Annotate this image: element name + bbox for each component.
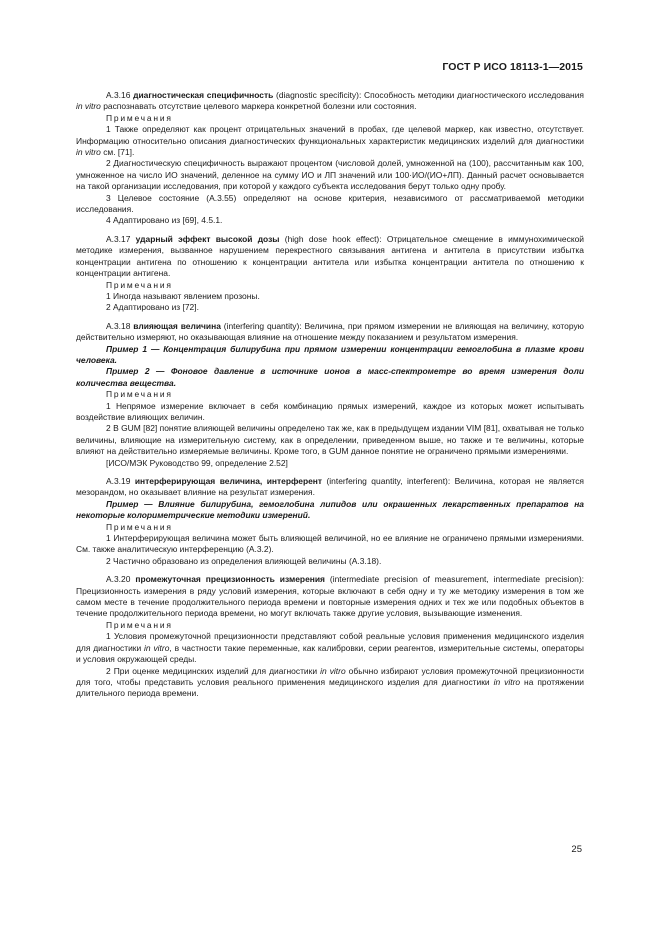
note-2: 2 Частично образовано из определения влияющей величины (А.3.18). bbox=[106, 555, 382, 566]
term-definition: (intermediate precision of measurement, intermediate precision): Прецизионность измерения в ряду условий измерения, которые включают в себя одну и ту же методику измерения в том же самом месте в течение продолжительного периода времени и повторные измерения одних и тех же или подобных объектов в течение продолжительного периода времени, но могут включать также другие условия, вызывающие изменения. bbox=[76, 574, 584, 619]
definition-paragraph bbox=[76, 574, 584, 620]
term-name: ударный эффект высокой дозы bbox=[135, 233, 280, 244]
definition-paragraph bbox=[76, 476, 584, 499]
term-number: А.3.19 bbox=[106, 476, 135, 486]
note-3: 3 Целевое состояние (А.3.55) определяют на основе критерия, независимого от рассматриваемой методики исследования. bbox=[76, 192, 584, 215]
definition-paragraph bbox=[76, 234, 584, 280]
note-2: 2 Диагностическую специфичность выражают процентом (числовой долей, умноженной на (100), рассчитанным как 100, умноженное на число ИО значений, деленное на сумму ИО и ЛП значений или 100·ИО/(ИО+ЛП). Данный расчет основывается на такой организации исследования, при которой у каждого субъекта исследования берут только одну пробу. bbox=[76, 158, 584, 192]
page-number: 25 bbox=[571, 844, 582, 855]
note-1: 1 Также определяют как процент отрицательных значений в пробах, где целевой маркер, как известно, отсутствует. Информацию относительно описания диагностических функциональных характеристик медицинских изделий для диагностики in vitro см. [71]. bbox=[76, 124, 584, 158]
definition-paragraph bbox=[76, 90, 584, 113]
term-definition: (high dose hook effect): Отрицательное смещение в иммунохимической методике измерения, вызванное нарушением перекрестного связывания антигена и антитела в присутствии избытка концентрации антигена по отношению к концентрации антитела или избытка концентрации антитела по отношению к концентрации антигена. bbox=[76, 233, 585, 279]
term-definition: (interfering quantity, interferent): Величина, которая не является мезорандом, но оказывает влияние на результат измерения. bbox=[76, 476, 584, 498]
term-definition: (interfering quantity): Величина, при прямом измерении не влияющая на величину, которую действительно измеряют, но оказывающая влияние на отношение между показанием и результатом измерения. bbox=[76, 320, 584, 343]
example: Пример — Влияние билирубина, гемоглобина липидов или окрашенных лекарственных препаратов на некоторые колориметрические методики измерений. bbox=[76, 498, 584, 521]
notes-heading: Примечания bbox=[106, 112, 173, 123]
notes-heading: Примечания bbox=[106, 279, 173, 290]
term-name: интерферирующая величина, интерферент bbox=[134, 476, 323, 486]
note-2: 2 Адаптировано из [72]. bbox=[106, 302, 199, 313]
definition-paragraph bbox=[76, 321, 584, 344]
section-a318 bbox=[76, 321, 584, 469]
term-name: диагностическая специфичность bbox=[133, 90, 274, 100]
example-2: Пример 2 — Фоновое давление в источнике ионов в масс-спектрометре во время измерения доли количества вещества. bbox=[76, 366, 584, 388]
note-1: 1 Интерферирующая величина может быть влияющей величиной, но ее влияние не ограничено прямыми измерениями. См. также аналитическую интерференцию (А.3.2). bbox=[76, 533, 584, 555]
term-definition-end: распознавать отсутствие целевого маркера конкретной болезни или состояния. bbox=[100, 101, 417, 112]
section-a316 bbox=[76, 90, 584, 227]
example-1: Пример 1 — Концентрация билирубина при прямом измерении концентрации гемоглобина в плазме крови человека. bbox=[76, 343, 584, 365]
notes-heading: Примечания bbox=[106, 619, 173, 630]
term-number: А.3.20 bbox=[106, 574, 136, 585]
source-reference: [ИСО/МЭК Руководство 99, определение 2.52] bbox=[106, 457, 288, 468]
term-name: промежуточная прецизионность измерения bbox=[135, 574, 325, 585]
note-2: 2 При оценке медицинских изделий для диагностики in vitro обычно избирают условия промежуточной прецизионности для того, чтобы представить условия реального применения медицинского изделия для диагностики in vitro на протяжении длительного периода времени. bbox=[76, 665, 585, 699]
section-a317 bbox=[76, 234, 584, 314]
section-a320 bbox=[76, 574, 584, 699]
note-1: 1 Иногда называют явлением прозоны. bbox=[106, 290, 260, 301]
term-number: А.3.18 bbox=[106, 320, 134, 331]
note-4: 4 Адаптировано из [69], 4.5.1. bbox=[106, 215, 223, 226]
note-2: 2 В GUM [82] понятие влияющей величины определено так же, как в предыдущем издании VIM [81], охватывая не только величины, влияющие на измерительную систему, как в определении, приведенном выше, но также и те величины, которые влияют на действительно измеряемые величины. Кроме того, в GUM данное понятие не ограничено прямыми измерениями. bbox=[76, 423, 584, 457]
note-1: 1 Непрямое измерение включает в себя комбинацию прямых измерений, каждое из которых может испытывать воздействие влияющих величин. bbox=[76, 400, 584, 422]
note-1: 1 Условия промежуточной прецизионности представляют собой реальные условия применения медицинского изделия для диагностики in vitro, в частности такие переменные, как калибровки, серии реагентов, измерительные системы, операторы и условия окружающей среды. bbox=[76, 631, 584, 665]
term-number: А.3.17 bbox=[106, 233, 136, 244]
in-vitro-text: in vitro bbox=[76, 101, 101, 112]
term-definition: (diagnostic specificity): Способность методики диагностического исследования bbox=[273, 90, 584, 100]
document-body bbox=[76, 90, 584, 700]
notes-heading: Примечания bbox=[106, 389, 173, 400]
term-number: А.3.16 bbox=[106, 90, 134, 100]
notes-heading: Примечания bbox=[106, 521, 173, 532]
term-name: влияющая величина bbox=[133, 320, 221, 331]
section-a319 bbox=[76, 476, 584, 567]
document-header: ГОСТ Р ИСО 18113-1—2015 bbox=[442, 61, 583, 73]
